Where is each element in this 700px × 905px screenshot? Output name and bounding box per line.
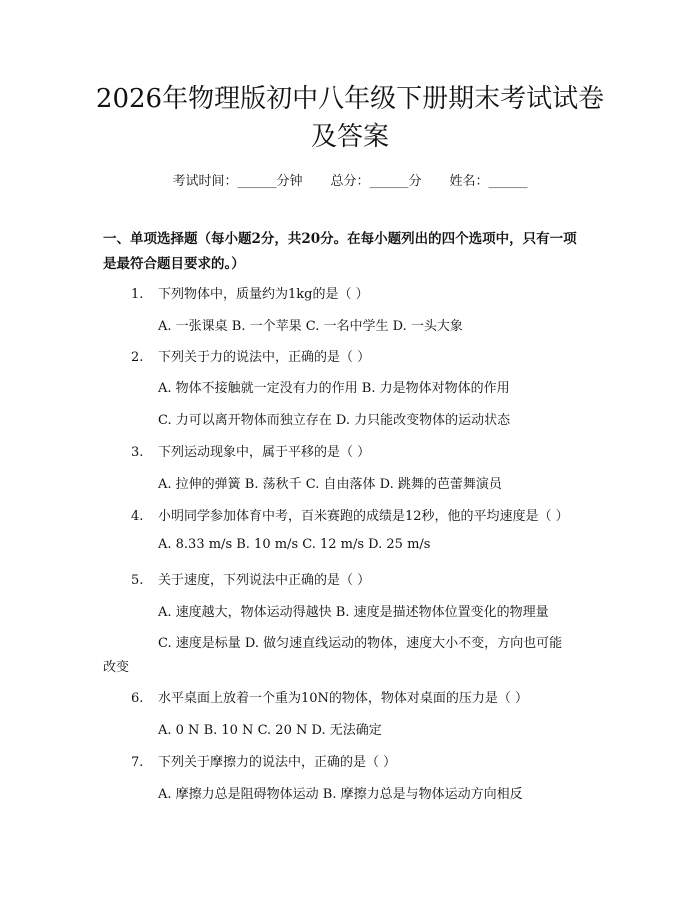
question-number: 7.	[131, 755, 144, 770]
question-number: 2.	[131, 350, 144, 365]
question-text: 水平桌面上放着一个重为10N的物体，物体对桌面的压力是（ ）	[158, 691, 529, 706]
question-number: 6.	[131, 691, 144, 706]
question-number: 1.	[131, 287, 144, 302]
page-title: 2026年物理版初中八年级下册期末考试试卷	[95, 84, 605, 114]
question-number: 5.	[131, 573, 144, 588]
section-heading-line2: 是最符合题目要求的。）	[103, 256, 245, 272]
question-2	[131, 346, 370, 365]
total-score: 总分：______分	[330, 174, 422, 189]
question-6-options: A. 0 N B. 10 N C. 20 N D. 无法确定	[158, 723, 382, 738]
question-text: 下列运动现象中，属于平移的是（ ）	[158, 445, 371, 460]
section-heading-line1: 一、单项选择题（每小题2分，共20分。在每小题列出的四个选项中，只有一项	[103, 231, 577, 247]
question-5	[131, 569, 370, 588]
question-6	[131, 687, 528, 706]
exam-meta	[0, 170, 700, 189]
question-2-options-line1: A. 物体不接触就一定没有力的作用 B. 力是物体对物体的作用	[158, 381, 510, 396]
question-text: 关于速度，下列说法中正确的是（ ）	[158, 573, 371, 588]
question-text: 下列物体中，质量约为1kg的是（ ）	[158, 287, 369, 302]
question-5-options-line2: C. 速度是标量 D. 做匀速直线运动的物体，速度大小不变，方向也可能	[158, 636, 563, 651]
question-number: 3.	[131, 445, 144, 460]
question-text: 下列关于摩擦力的说法中，正确的是（ ）	[158, 755, 397, 770]
question-5-options-line1: A. 速度越大，物体运动得越快 B. 速度是描述物体位置变化的物理量	[158, 605, 549, 620]
question-4-options: A. 8.33 m/s B. 10 m/s C. 12 m/s D. 25 m/s	[158, 537, 431, 552]
question-3	[131, 441, 370, 460]
student-name: 姓名：______	[449, 174, 528, 189]
question-2-options-line2: C. 力可以离开物体而独立存在 D. 力只能改变物体的运动状态	[158, 413, 511, 428]
question-1	[131, 283, 369, 302]
question-number: 4.	[131, 509, 144, 524]
question-1-options: A. 一张课桌 B. 一个苹果 C. 一名中学生 D. 一头大象	[158, 319, 463, 334]
question-3-options: A. 拉伸的弹簧 B. 荡秋千 C. 自由落体 D. 跳舞的芭蕾舞演员	[158, 477, 502, 492]
question-text: 下列关于力的说法中，正确的是（ ）	[158, 350, 371, 365]
page-title-line2: 及答案	[310, 122, 389, 152]
question-5-options-continuation: 改变	[103, 660, 130, 675]
section-heading	[103, 227, 603, 277]
question-7	[131, 751, 396, 770]
question-text: 小明同学参加体育中考，百米赛跑的成绩是12秒，他的平均速度是（ ）	[158, 509, 569, 524]
question-7-options: A. 摩擦力总是阻碍物体运动 B. 摩擦力总是与物体运动方向相反	[158, 787, 523, 802]
question-4	[131, 505, 569, 524]
exam-time: 考试时间：______分钟	[172, 174, 303, 189]
